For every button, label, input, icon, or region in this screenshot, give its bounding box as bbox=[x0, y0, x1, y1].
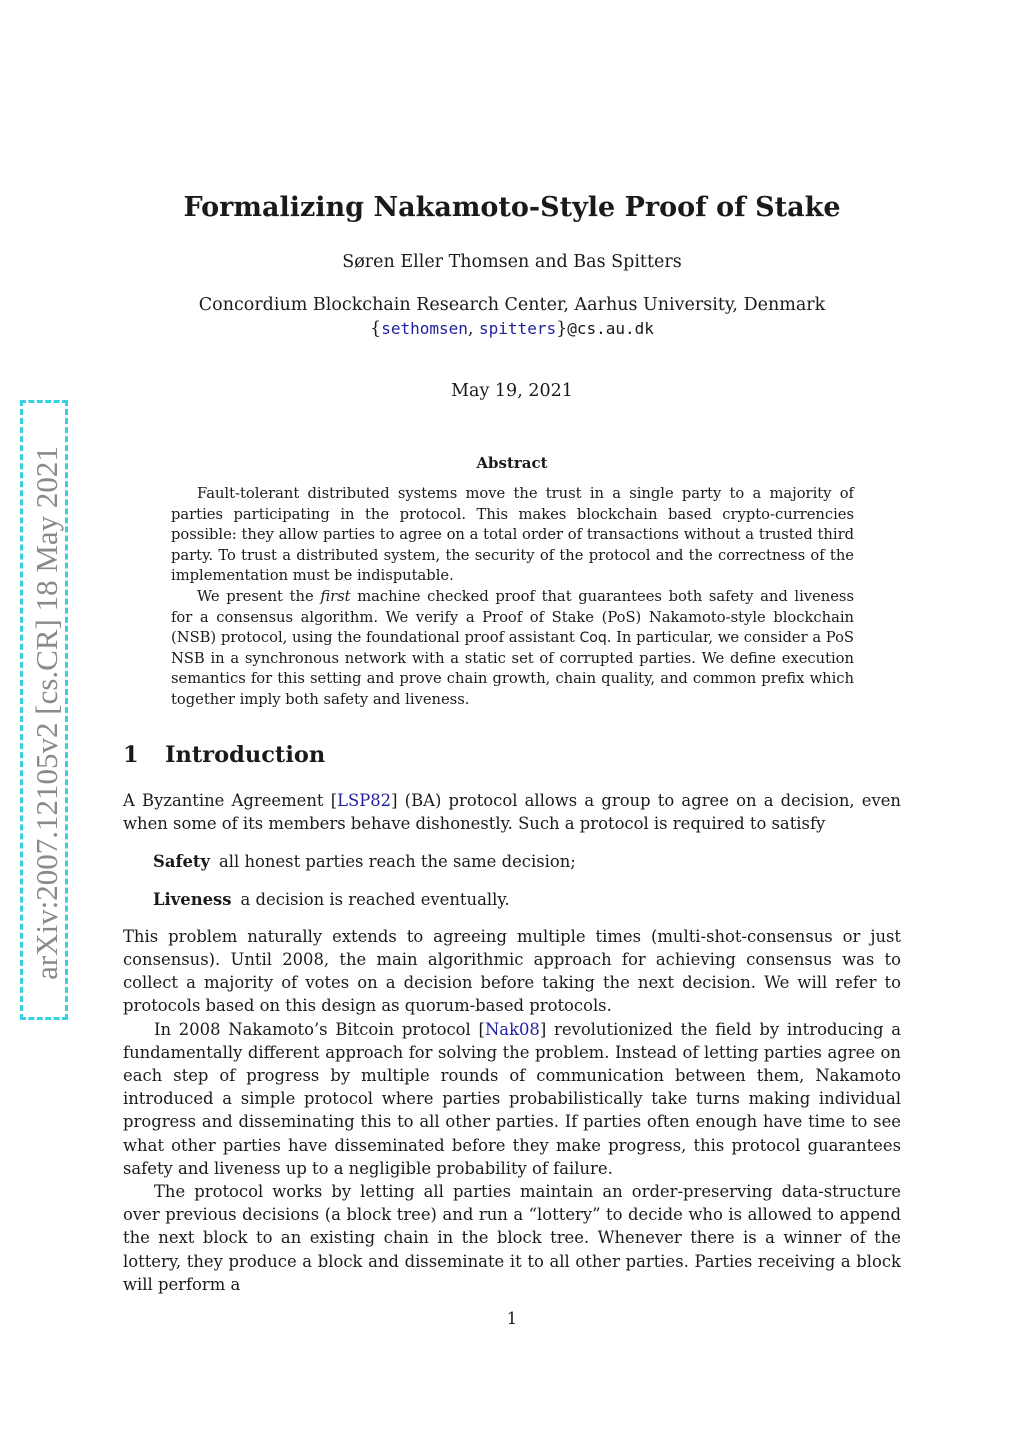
coq-name: Coq bbox=[579, 630, 607, 647]
abstract-p2-text-b: machine checked proof that guarantees both safety and liveness for a consensus algorithm. We verify a Proof of Stake (PoS) Nakamoto-style blockchain (NSB) protocol, using the foundational proof assistant bbox=[171, 587, 854, 647]
email-open-brace: { bbox=[370, 319, 382, 339]
authors: Søren Eller Thomsen and Bas Spitters bbox=[342, 252, 682, 272]
arxiv-stamp bbox=[20, 400, 68, 1020]
abstract-paragraph-1: Fault-tolerant distributed systems move the trust in a single party to a majority of parties participating in the protocol. This makes blockchain based crypto-currencies possible: they allow parties to agree on a total order of transactions without a trusted third party. To trust a distributed system, the security of the protocol and the correctness of the implementation must be indisputable. bbox=[171, 485, 854, 585]
section-heading bbox=[123, 742, 325, 768]
abstract-body bbox=[171, 484, 854, 711]
safety-definition: all honest parties reach the same decision; bbox=[219, 852, 576, 872]
emphasis-first: first bbox=[320, 587, 351, 605]
liveness-definition: a decision is reached eventually. bbox=[240, 889, 510, 909]
paper-title: Formalizing Nakamoto-Style Proof of Stake bbox=[183, 192, 841, 223]
citation-lsp82[interactable]: LSP82 bbox=[337, 791, 392, 810]
abstract-heading: Abstract bbox=[476, 454, 548, 472]
intro-p3-text-a: In 2008 Nakamoto’s Bitcoin protocol [ bbox=[154, 1019, 485, 1039]
date: May 19, 2021 bbox=[451, 381, 573, 401]
intro-p1-text-b: ] (BA) protocol allows a group to agree on a decision, even when some of its members behave dishonestly. Such a protocol is required to satisfy bbox=[123, 791, 901, 834]
intro-p1-text-a: A Byzantine Agreement [ bbox=[123, 791, 338, 810]
intro-paragraph-1 bbox=[123, 789, 901, 835]
email-link-spitters[interactable]: spitters bbox=[479, 319, 557, 338]
intro-paragraph-4: The protocol works by letting all parties maintain an order-preserving data-structure over previous decisions (a block tree) and run a “lottery” to decide who is allowed to append the next block to an existing chain in the block tree. Whenever there is a winner of the lottery, they produce a block and disseminate it to all other parties. Parties receiving a block will perform a bbox=[123, 1182, 901, 1294]
affiliation: Concordium Blockchain Research Center, Aarhus University, Denmark bbox=[198, 295, 826, 315]
email-domain: @cs.au.dk bbox=[567, 319, 654, 338]
email-line bbox=[0, 319, 1024, 339]
liveness-item bbox=[153, 888, 901, 911]
intro-paragraph-3 bbox=[123, 1018, 901, 1180]
safety-term: Safety bbox=[153, 852, 211, 872]
liveness-term: Liveness bbox=[153, 889, 232, 909]
citation-nak08[interactable]: Nak08 bbox=[484, 1019, 540, 1039]
email-close-brace: } bbox=[556, 319, 568, 339]
arxiv-stamp-text: arXiv:2007.12105v2 [cs.CR] 18 May 2021 bbox=[29, 446, 64, 980]
email-separator: , bbox=[467, 319, 480, 339]
intro-paragraph-2: This problem naturally extends to agreeing multiple times (multi-shot-consensus or just consensus). Until 2008, the main algorithmic approach for achieving consensus was to collect a majority of votes on a decision before taking the next decision. We will refer to protocols based on this design as quorum-based protocols. bbox=[123, 926, 901, 1016]
page-number: 1 bbox=[506, 1309, 518, 1328]
abstract-p2-text-a: We present the bbox=[197, 587, 321, 605]
abstract-paragraph-2 bbox=[171, 587, 854, 711]
intro-p3-text-b: ] revolutionized the field by introducing a fundamentally different approach for solving the problem. Instead of letting parties agree on each step of progress by multiple rounds of communication between them, Nakamoto introduced a simple protocol where parties probabilistically take turns making individual progress and disseminating this to all other parties. If parties often enough have time to see what other parties have disseminated before they make progress, this protocol guarantees safety and liveness up to a negligible probability of failure. bbox=[123, 1019, 901, 1178]
abstract-p2-text-c: . In particular, we consider a PoS NSB in a synchronous network with a static set of corrupted parties. We define execution semantics for this setting and prove chain growth, chain quality, and common prefix which together imply both safety and liveness. bbox=[171, 629, 854, 708]
intro-body bbox=[123, 789, 901, 1296]
email-link-sethomsen[interactable]: sethomsen bbox=[381, 319, 468, 338]
safety-item bbox=[153, 850, 901, 873]
section-title: Introduction bbox=[165, 742, 326, 768]
section-number: 1 bbox=[123, 742, 139, 768]
